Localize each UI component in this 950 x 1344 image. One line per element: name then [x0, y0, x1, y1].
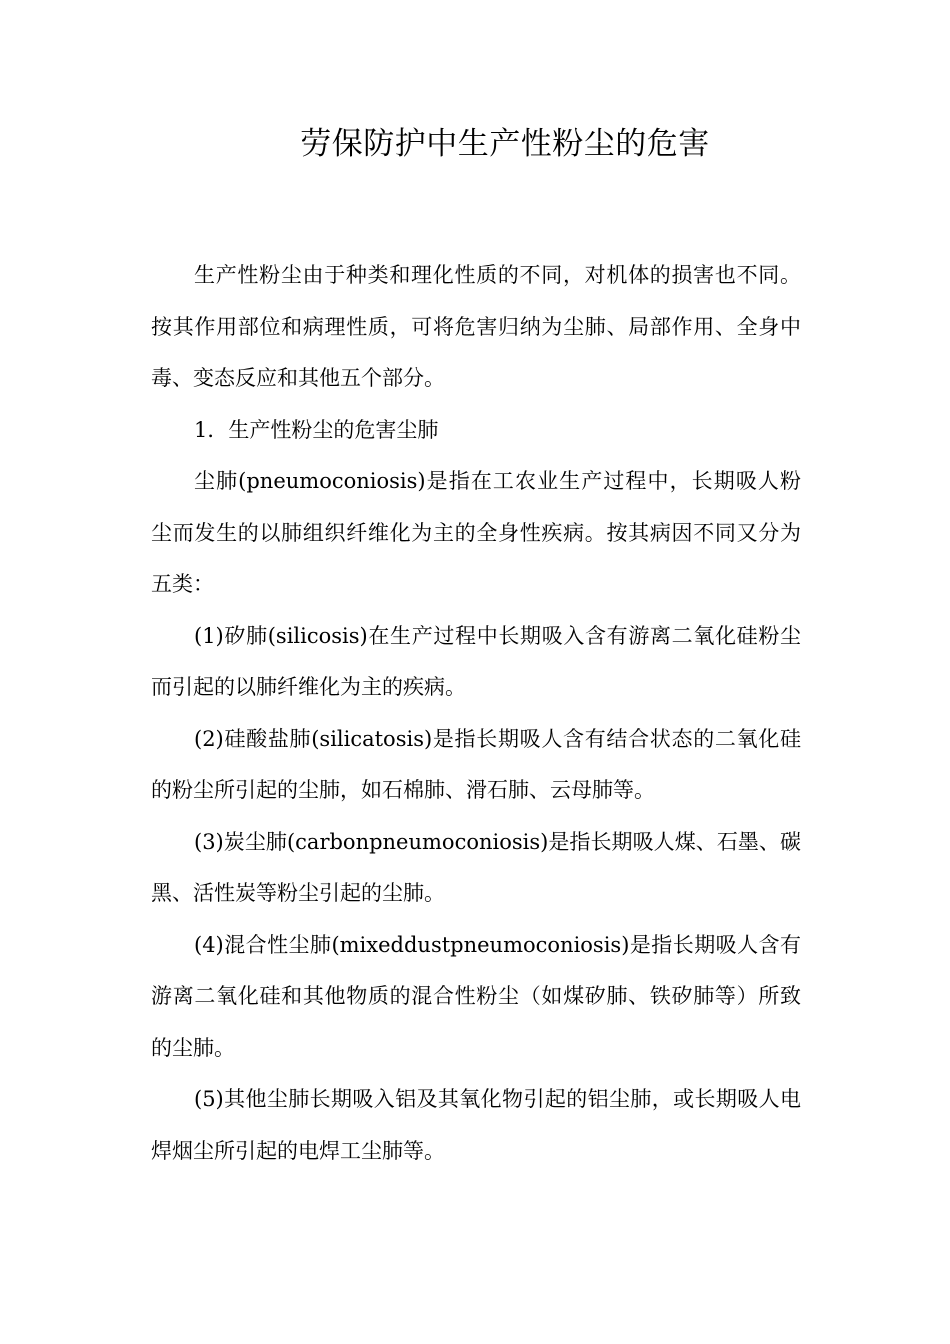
list-item-other: (5)其他尘肺长期吸入铝及其氧化物引起的铝尘肺，或长期吸人电焊烟尘所引起的电焊工尘肺等。 [151, 1087, 801, 1163]
paragraph-definition: 尘肺(pneumoconiosis)是指在工农业生产过程中，长期吸人粉尘而发生的以肺组织纤维化为主的全身性疾病。按其病因不同又分为五类： [151, 469, 801, 596]
document-title: 劳保防护中生产性粉尘的危害 [300, 126, 710, 162]
list-item-silicosis: (1)矽肺(silicosis)在生产过程中长期吸入含有游离二氧化硅粉尘而引起的以肺纤维化为主的疾病。 [151, 623, 801, 699]
paragraph-intro: 生产性粉尘由于种类和理化性质的不同，对机体的损害也不同。按其作用部位和病理性质，可将危害归纳为尘肺、局部作用、全身中毒、变态反应和其他五个部分。 [151, 263, 801, 390]
section-heading: 1．生产性粉尘的危害尘肺 [194, 417, 439, 442]
document-body [151, 250, 801, 1177]
list-item-mixed-dust: (4)混合性尘肺(mixeddustpneumoconiosis)是指长期吸人含有游离二氧化硅和其他物质的混合性粉尘（如煤矽肺、铁矽肺等）所致的尘肺。 [151, 932, 801, 1060]
list-item-carbon: (3)炭尘肺(carbonpneumoconiosis)是指长期吸人煤、石墨、碳黑、活性炭等粉尘引起的尘肺。 [151, 829, 801, 905]
list-item-silicatosis: (2)硅酸盐肺(silicatosis)是指长期吸人含有结合状态的二氧化硅的粉尘所引起的尘肺，如石棉肺、滑石肺、云母肺等。 [151, 726, 801, 802]
